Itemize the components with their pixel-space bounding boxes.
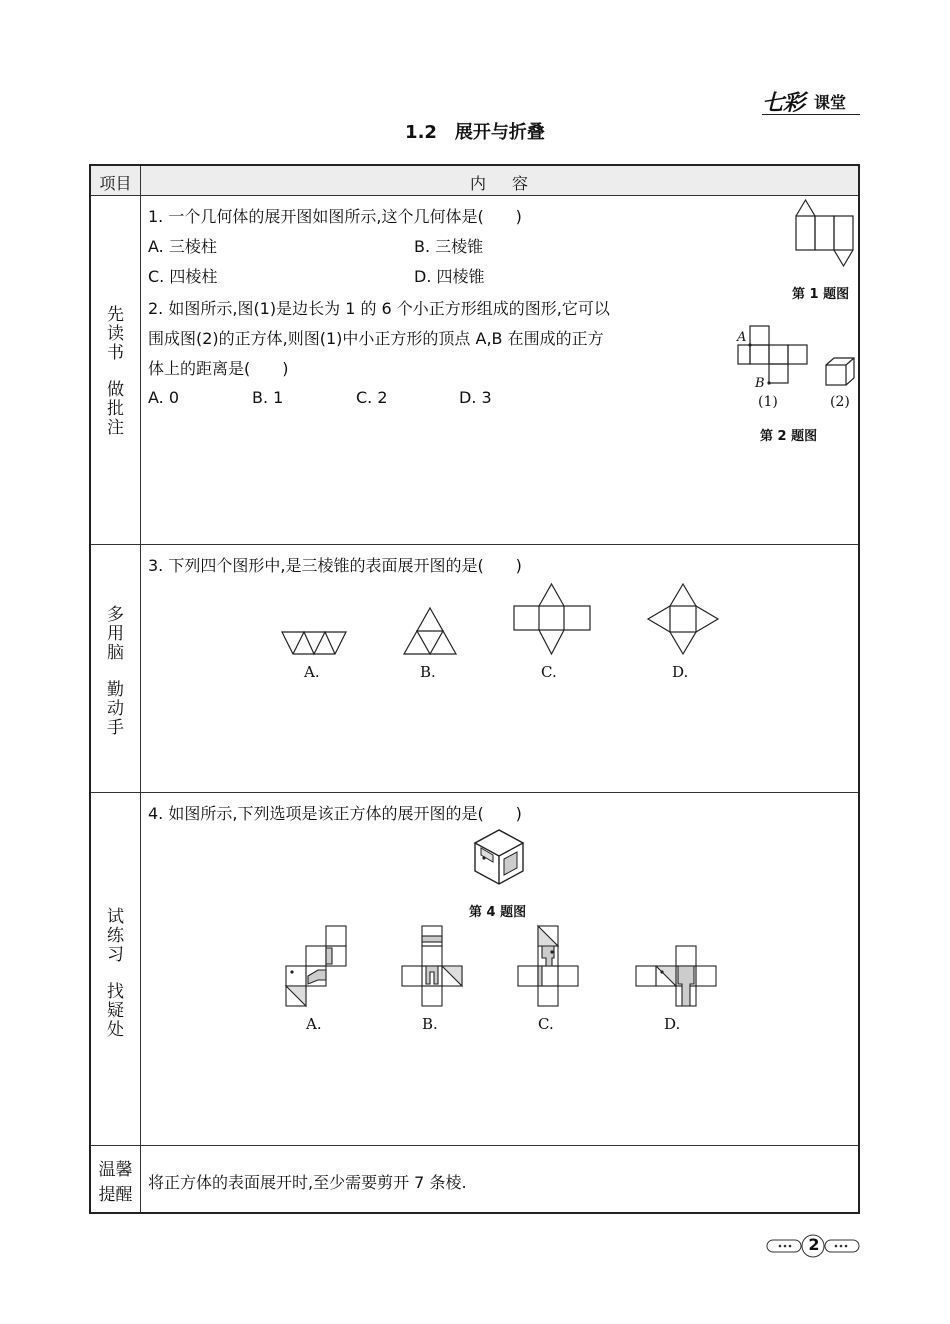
q4-option-a-label: A. [306,1015,322,1033]
q4-cube-figure [473,828,525,886]
q3-option-a-figure [280,630,348,658]
q2-figure-caption: 第 2 题图 [760,429,818,444]
q3-option-b-figure [402,606,458,658]
q4-option-c-label: C. [538,1015,554,1033]
brand-underline [762,114,860,115]
q2-point-a-label: A [737,330,747,345]
header-item: 项目 [99,174,132,193]
q4-figure-caption: 第 4 题图 [469,905,527,920]
q2-cube-figure [824,356,856,386]
q2-point-b-label: B [755,376,765,391]
divider [140,166,141,1212]
q2-line-1: 2. 如图所示,图(1)是边长为 1 的 6 个小正方形组成的图形,它可以 [148,299,610,318]
q2-fig2-label: (2) [830,394,850,410]
page-title: 1.2 展开与折叠 [405,122,545,143]
q2-net-figure [736,324,816,386]
q1-option-b: B. 三棱锥 [414,237,484,256]
q1-figure-caption: 第 1 题图 [792,287,850,302]
section-label-tip: 温馨 提醒 [98,1160,133,1205]
header-content: 内容 [469,174,554,193]
q2-line-2: 围成图(2)的正方体,则图(1)中小正方形的顶点 A,B 在围成的正方 [148,329,604,348]
q4-option-a-figure [284,924,348,1008]
brand-logo [762,86,860,116]
tip-text: 将正方体的表面展开时,至少需要剪开 7 条棱. [148,1173,467,1192]
q4-option-b-figure [400,924,464,1008]
q3-stem: 3. 下列四个图形中,是三棱锥的表面展开图的是( ) [148,556,522,575]
divider [91,195,858,196]
q2-option-b: B. 1 [252,388,284,407]
q2-option-a: A. 0 [148,388,180,407]
q3-option-d-label: D. [672,663,689,681]
point-a [748,343,751,346]
page-number: 2 [808,1235,820,1254]
q3-option-a-label: A. [304,663,320,681]
q3-option-b-label: B. [420,663,436,681]
q2-option-d: D. 3 [459,388,492,407]
divider [91,1145,858,1146]
divider [91,792,858,793]
q1-net-figure [794,198,856,270]
q4-option-c-figure [516,924,580,1008]
q1-option-d: D. 四棱锥 [414,267,485,286]
section-label-read: 先读书 做批注 [107,305,124,438]
q2-fig1-label: (1) [758,394,778,410]
q3-option-c-figure [512,582,592,658]
point-b [767,381,770,384]
brand-logo-text: 七彩 [762,90,805,116]
q1-option-c: C. 四棱柱 [148,267,218,286]
q1-stem: 1. 一个几何体的展开图如图所示,这个几何体是( ) [148,207,522,226]
q4-option-d-figure [634,944,718,1008]
brand-name: 课堂 [814,93,847,112]
section-label-practice: 试练习 找疑处 [107,907,124,1040]
content-table [89,164,860,1214]
section-label-think: 多用脑 勤动手 [107,605,124,738]
q3-option-d-figure [646,582,720,658]
q4-option-d-label: D. [664,1015,681,1033]
divider [91,544,858,545]
q3-option-c-label: C. [541,663,557,681]
q2-option-c: C. 2 [356,388,388,407]
q4-option-b-label: B. [422,1015,438,1033]
q2-line-3: 体上的距离是( ) [148,359,289,378]
q1-option-a: A. 三棱柱 [148,237,217,256]
q4-stem: 4. 如图所示,下列选项是该正方体的展开图的是( ) [148,804,522,823]
